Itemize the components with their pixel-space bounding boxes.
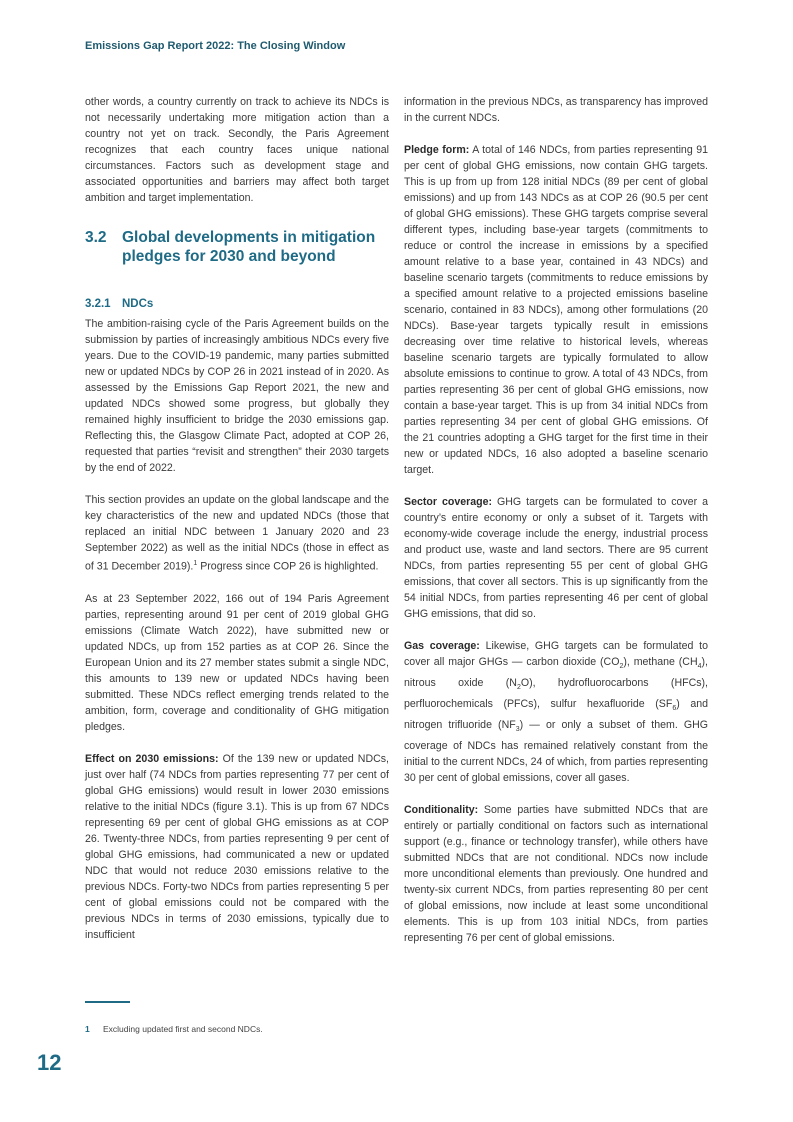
ambition-cycle-paragraph: The ambition-raising cycle of the Paris Agreement builds on the submission by parties of increasingly ambitious NDCs every five years. Due to the COVID-19 pandemic, many parties submitted new or updated NDCs by COP 26 in 2021 instead of in 2020. As assessed by the Emissions Gap Report 2021, the new and updated NDCs showed some progress, but globally they remained highly insufficient to bridge the 2030 emissions gap. Reflecting this, the Glasgow Climate Pact, adopted at COP 26, requested that parties “revisit and strengthen” their 2030 targets by the end of 2022.: [85, 318, 389, 474]
section-overview-paragraph: [85, 492, 389, 575]
gas-subscript: 3: [515, 726, 520, 734]
sector-coverage-lead: Sector coverage:: [404, 496, 493, 508]
pledge-form-paragraph: [404, 142, 708, 478]
section-title: Global developments in mitigation pledges for 2030 and beyond: [122, 229, 376, 265]
pledge-form-lead: Pledge form:: [404, 144, 470, 156]
overview-text: This section provides an update on the global landscape and the key characteristics of the new and updated NDCs (those that replaced an initial NDC between 1 January 2020 and 23 September 2022) as well as the initial NDCs (those in effect as of 31 December 2019).: [85, 494, 389, 573]
left-column: [85, 94, 389, 943]
footnote-text: Excluding updated first and second NDCs.: [103, 1024, 263, 1034]
submission-status-paragraph: As at 23 September 2022, 166 out of 194 Paris Agreement parties, representing around 91 per cent of 2019 global GHG emissions (Climate Watch 2022), have submitted new or updated NDCs, up from 152 parties as at COP 26. Since the European Union and its 27 member states submit a single NDC, this amounts to 139 new or updated NDCs having been submitted. These NDCs reflect emerging trends related to the ambition, form, coverage and conditionality of GHG mitigation pledges.: [85, 592, 389, 733]
gas-text: Likewise, GHG targets can be formulated to cover all major GHGs — carbon dioxide (CO: [404, 640, 708, 668]
effect-2030-lead: Effect on 2030 emissions:: [85, 752, 219, 765]
gas-text: ) and nitrogen trifluoride (NF: [404, 698, 708, 732]
running-header: Emissions Gap Report 2022: The Closing Window: [85, 40, 346, 52]
gas-text: O), hydrofluorocarbons (HFCs), perfluorochemicals (PFCs), sulfur hexafluoride (SF: [404, 677, 709, 711]
conditionality-text: Some parties have submitted NDCs that are entirely or partially conditional on factors such as international support (e.g., finance or technology transfer), while others have submitted NDCs that are not conditional. NDCs now include more unconditional elements than previously. One hundred and twenty-six current NDCs, from parties representing 80 per cent of global emissions, now include at least some unconditional elements. This is up from 103 initial NDCs, from parties representing 76 per cent of global emissions.: [404, 804, 708, 945]
pledge-form-text: A total of 146 NDCs, from parties representing 91 per cent of global GHG emissions, now contain GHG targets. This is up from up from 128 initial NDCs (89 per cent of global emissions) and up from 143 NDCs as at COP 26 (90.5 per cent of global GHG emissions). These GHG targets comprise several different types, including base-year targets (commitments to reduce or control the increase in emissions by a specified amount relative to a base year, contained in 43 NDCs) and baseline scenario targets (commitments to reduce emissions by a specified amount relative to a projected emissions baseline scenario, contained in 83 NDCs), among other formulations (20 NDCs). Base-year targets typically result in emissions decreasing over time relative to historical levels, whereas baseline scenario targets are typically formulated to allow absolute emissions to continue to grow. A total of 43 NDCs, from parties representing 36 per cent of global GHG emissions, now contain a base-year target. This is up from 34 initial NDCs from parties representing 34 per cent of global GHG emissions. Of the 21 countries adopting a GHG target for the first time in their new or updated NDCs, 16 also adopted a baseline scenario target.: [404, 144, 708, 476]
intro-paragraph: other words, a country currently on track to achieve its NDCs is not necessarily undertaking more mitigation action than a country not yet on track. Secondly, the Paris Agreement recognizes that each country faces unique national circumstances. Factors such as development stage and associated opportunities and barriers may affect both target ambition and target implementation.: [85, 96, 389, 204]
conditionality-paragraph: [404, 802, 708, 946]
gas-subscript: 6: [672, 705, 677, 713]
section-number: 3.2: [85, 229, 107, 246]
gas-subscript: 2: [516, 684, 521, 692]
overview-text-end: Progress since COP 26 is highlighted.: [197, 560, 379, 573]
sector-coverage-text: GHG targets can be formulated to cover a country’s entire economy or only a subset of it. Targets with economy-wide coverage include the energy, industrial process and product use, waste and land sectors. There are 95 current NDCs, from parties representing 55 per cent of global GHG emissions, that cover all sectors. This is up significantly from the 54 initial NDCs, from parties representing 46 per cent of global GHG emissions, that did so.: [404, 496, 708, 620]
subsection-title: NDCs: [122, 298, 154, 310]
footnote-number: 1: [85, 1024, 90, 1034]
gas-coverage-paragraph: [404, 638, 708, 786]
conditionality-lead: Conditionality:: [404, 804, 479, 817]
continuation-paragraph: information in the previous NDCs, as transparency has improved in the current NDCs.: [404, 96, 708, 124]
gas-text: ) — or only a subset of them. GHG coverage of NDCs has remained relatively constant from the initial to the current NDCs, 24 of which, from parties representing 30 per cent of global emissions, cover all gases.: [404, 719, 708, 785]
gas-coverage-lead: Gas coverage:: [404, 640, 480, 652]
footnote-ref: 1: [193, 560, 198, 567]
footnote: [85, 1024, 263, 1034]
section-heading: [85, 228, 389, 266]
right-column: [404, 94, 708, 946]
gas-subscript: 4: [697, 663, 702, 671]
effect-2030-text: Of the 139 new or updated NDCs, just over half (74 NDCs from parties representing 77 per cent of global GHG emissions) would result in lower 2030 emissions relative to the initial NDCs (figure 3.1). This is up from 67 NDCs representing 69 per cent of global GHG emissions as at COP 26. Twenty-three NDCs, from parties representing 9 per cent of global GHG emissions, had communicated a new or updated NDC that would not reduce 2030 emissions relative to the previous NDCs. Forty-two NDCs from parties representing 5 per cent of global emissions could not be compared with the previous NDCs in terms of 2030 emissions, typically due to insufficient: [85, 752, 389, 941]
subsection-heading: [85, 296, 389, 312]
gas-text: ), methane (CH: [623, 656, 698, 668]
page-number: 12: [37, 1050, 62, 1075]
gas-text: ), nitrous oxide (N: [404, 656, 709, 690]
gas-subscript: 2: [619, 663, 624, 671]
effect-2030-paragraph: [85, 751, 389, 943]
sector-coverage-paragraph: [404, 494, 708, 622]
footnote-divider: [85, 1001, 130, 1003]
subsection-number: 3.2.1: [85, 298, 111, 310]
